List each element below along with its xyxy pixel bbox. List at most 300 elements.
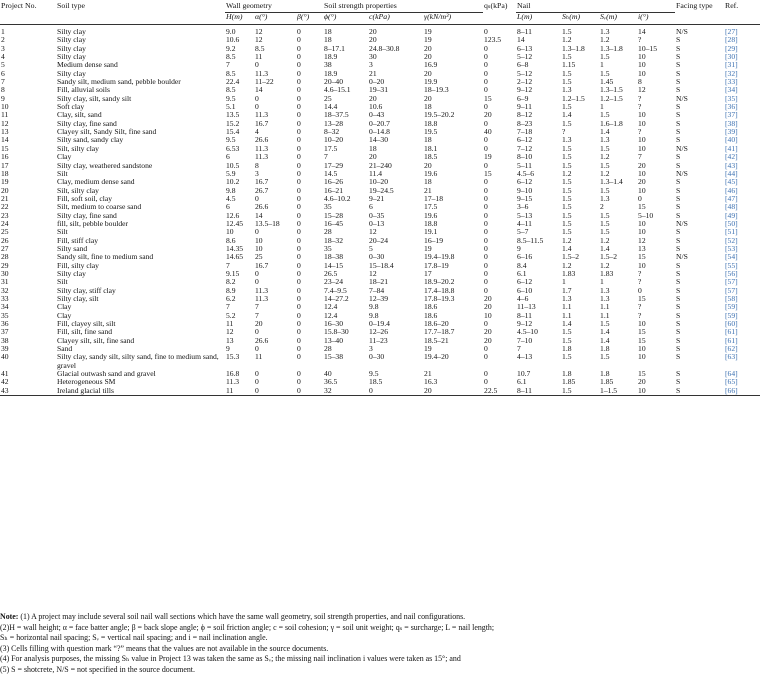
cell-reference[interactable]: [61] [725, 336, 738, 345]
cell-nail-inclination: 10 [638, 186, 646, 195]
cell-reference[interactable]: [34] [725, 86, 738, 95]
cell-vertical-spacing: 1.2 [600, 236, 610, 245]
cell-wall-height: 6.53 [226, 144, 240, 153]
cell-back-slope-angle: 0 [297, 78, 301, 87]
table-row [0, 295, 760, 303]
cell-friction-angle: 36.5 [324, 378, 338, 387]
cell-back-slope-angle: 0 [297, 244, 301, 253]
cell-surcharge: 0 [484, 61, 488, 70]
cell-nail-length: 6–8 [517, 61, 529, 70]
cell-facing-type: S [676, 53, 681, 62]
cell-unit-weight: 18.8 [424, 119, 438, 128]
cell-reference[interactable]: [44] [725, 169, 738, 178]
cell-cohesion: 3 [369, 61, 373, 70]
cell-vertical-spacing: 1.4 [600, 244, 610, 253]
cell-reference[interactable]: [27] [725, 28, 738, 36]
cell-facing-type: S [676, 69, 681, 78]
cell-reference[interactable]: [60] [725, 320, 738, 329]
cell-reference[interactable]: [41] [725, 144, 738, 153]
cell-horizontal-spacing: 1.5 [562, 336, 572, 345]
cell-surcharge: 0 [484, 103, 488, 112]
cell-wall-height: 8.5 [226, 53, 236, 62]
cell-unit-weight: 19.5–20.2 [424, 111, 455, 120]
cell-nail-length: 9–12 [517, 86, 533, 95]
cell-face-batter-angle: 11.3 [255, 111, 269, 120]
table-body [0, 28, 760, 396]
cell-back-slope-angle: 0 [297, 69, 301, 78]
table-row [0, 136, 760, 144]
table-row [0, 61, 760, 69]
cell-reference[interactable]: [47] [725, 194, 738, 203]
cell-soil-type: Silt [57, 228, 68, 237]
cell-reference[interactable]: [42] [725, 153, 738, 162]
cell-back-slope-angle: 0 [297, 378, 301, 387]
cell-nail-inclination: 10 [638, 219, 646, 228]
cell-surcharge: 0 [484, 119, 488, 128]
cell-reference[interactable]: [28] [725, 36, 738, 45]
cell-horizontal-spacing: 1.5–2 [562, 253, 580, 262]
cell-project-no: 14 [1, 136, 9, 145]
table-row [0, 370, 760, 378]
cell-unit-weight: 20 [424, 69, 432, 78]
cell-horizontal-spacing: 1.5 [561, 387, 599, 396]
cell-wall-height: 7 [226, 303, 230, 312]
cell-friction-angle: 4.6–10.2 [324, 194, 351, 203]
cell-back-slope-angle: 0 [297, 311, 301, 320]
cell-nail-inclination: 10 [638, 320, 646, 329]
cell-facing-type: S [676, 370, 681, 379]
cell-soil-type: Silty clay [57, 269, 86, 278]
cell-face-batter-angle: 0 [255, 61, 259, 70]
cell-friction-angle: 32 [323, 387, 368, 396]
cell-face-batter-angle: 20 [255, 320, 263, 329]
cell-unit-weight: 18.8 [424, 219, 438, 228]
cell-vertical-spacing: 1.4 [600, 336, 610, 345]
cell-back-slope-angle: 0 [297, 261, 301, 270]
cell-face-batter-angle: 16.7 [255, 119, 269, 128]
cell-project-no: 22 [1, 203, 9, 212]
cell-reference[interactable]: [43] [725, 161, 738, 170]
cell-project-no: 42 [1, 378, 9, 387]
cell-back-slope-angle: 0 [297, 169, 301, 178]
cell-reference[interactable]: [51] [725, 228, 738, 237]
cell-unit-weight: 17.7–18.7 [424, 328, 455, 337]
cell-back-slope-angle: 0 [297, 370, 301, 379]
cell-facing-type: S [676, 103, 681, 112]
header-soil-strength: Soil strength properties [323, 0, 483, 13]
cell-horizontal-spacing: 1.1 [562, 303, 572, 312]
cell-soil-type: fill, silt, pebble boulder [57, 219, 129, 228]
cell-facing-type: S [676, 311, 681, 320]
cell-nail-length: 5–13 [517, 211, 533, 220]
cell-project-no: 17 [1, 161, 9, 170]
cell-unit-weight: 20 [424, 94, 432, 103]
cell-reference[interactable]: [65] [725, 378, 738, 387]
cell-horizontal-spacing: 1.5 [562, 153, 572, 162]
cell-cohesion: 10.6 [369, 103, 383, 112]
table-row [0, 162, 760, 170]
cell-reference[interactable]: [66] [724, 387, 760, 396]
cell-soil-type: Medium dense sand [57, 61, 118, 70]
cell-reference[interactable]: [30] [725, 53, 738, 62]
cell-surcharge: 22.5 [483, 387, 516, 396]
cell-friction-angle: 14–27.2 [324, 295, 349, 303]
cell-horizontal-spacing: 1.5 [562, 186, 572, 195]
cell-nail-length: 6–10 [517, 286, 533, 295]
cell-back-slope-angle: 0 [297, 295, 301, 303]
cell-project-no: 5 [1, 61, 5, 70]
subheader-phi: ϕ(°) [324, 12, 337, 21]
table-row [0, 103, 760, 111]
subheader-L: L(m) [517, 12, 533, 21]
cell-project-no: 12 [1, 119, 9, 128]
cell-wall-height: 8.9 [226, 286, 236, 295]
cell-reference[interactable]: [61] [725, 328, 738, 337]
cell-project-no: 8 [1, 86, 5, 95]
cell-unit-weight: 18.5 [424, 153, 438, 162]
cell-surcharge: 0 [484, 269, 488, 278]
cell-back-slope-angle: 0 [297, 278, 301, 287]
cell-unit-weight: 21 [424, 370, 432, 379]
cell-soil-type: Clay [57, 303, 72, 312]
cell-vertical-spacing: 1.3–1.4 [600, 178, 623, 187]
cell-unit-weight: 16–19 [424, 236, 443, 245]
cell-friction-angle: 16–30 [324, 320, 343, 329]
cell-nail-inclination: ? [638, 103, 642, 112]
cell-nail-length: 3–6 [517, 203, 529, 212]
cell-surcharge: 0 [484, 86, 488, 95]
cell-horizontal-spacing: 1.1 [562, 311, 572, 320]
cell-wall-height: 9.0 [226, 28, 236, 36]
cell-surcharge: 0 [484, 353, 488, 362]
cell-reference[interactable]: [58] [725, 295, 738, 303]
cell-cohesion: 10–20 [369, 178, 388, 187]
cell-facing-type: S [676, 186, 681, 195]
cell-nail-length: 6.1 [517, 269, 527, 278]
cell-soil-type: Clay, silt, sand [57, 111, 102, 120]
note-1 [0, 612, 760, 623]
cell-surcharge: 0 [484, 320, 488, 329]
cell-reference[interactable]: [52] [725, 236, 738, 245]
table-row [0, 320, 760, 328]
cell-reference[interactable]: [50] [725, 219, 738, 228]
cell-soil-type: Silty clay [57, 69, 86, 78]
cell-friction-angle: 13–40 [324, 336, 343, 345]
subheader-H: H(m) [226, 12, 243, 21]
note-label: Note: [0, 612, 19, 621]
cell-face-batter-angle: 0 [255, 278, 259, 287]
cell-surcharge: 0 [484, 144, 488, 153]
cell-face-batter-angle: 0 [255, 103, 259, 112]
header-wall-geometry: Wall geometry [225, 0, 323, 13]
cell-reference[interactable]: [56] [725, 269, 738, 278]
table-row [0, 28, 760, 36]
cell-back-slope-angle: 0 [297, 228, 301, 237]
cell-vertical-spacing: 1.5 [600, 186, 610, 195]
cell-project-no: 26 [1, 236, 9, 245]
cell-back-slope-angle: 0 [297, 328, 301, 337]
cell-friction-angle: 12.4 [324, 311, 338, 320]
cell-facing-type: S [676, 278, 681, 287]
cell-vertical-spacing: 1.5 [600, 211, 610, 220]
cell-wall-height: 8.6 [226, 236, 236, 245]
cell-wall-height: 15.2 [226, 119, 240, 128]
cell-facing-type: S [676, 353, 681, 362]
cell-horizontal-spacing: 1.5 [562, 119, 572, 128]
cell-project-no: 20 [1, 186, 9, 195]
cell-horizontal-spacing: 1.5 [562, 28, 572, 36]
cell-unit-weight: 17.8–19 [424, 261, 449, 270]
cell-soil-type: Silty clay [57, 44, 86, 53]
cell-face-batter-angle: 26.6 [255, 203, 269, 212]
cell-unit-weight: 19.4–20 [424, 353, 449, 362]
cell-cohesion: 9.8 [369, 311, 379, 320]
cell-vertical-spacing: 1.5 [600, 353, 610, 362]
cell-friction-angle: 15–38 [324, 353, 343, 362]
cell-horizontal-spacing: 1.5 [562, 211, 572, 220]
cell-back-slope-angle: 0 [297, 236, 301, 245]
cell-reference[interactable]: [59] [725, 303, 738, 312]
subheader-empty [0, 13, 56, 25]
cell-back-slope-angle: 0 [297, 203, 301, 212]
cell-nail-length: 6–12 [517, 278, 533, 287]
cell-reference[interactable]: [54] [725, 253, 738, 262]
cell-reference[interactable]: [40] [725, 136, 738, 145]
cell-project-no: 23 [1, 211, 9, 220]
cell-face-batter-angle: 0 [255, 194, 259, 203]
cell-reference[interactable]: [49] [725, 211, 738, 220]
cell-nail-inclination: ? [638, 303, 642, 312]
cell-face-batter-angle: 11–22 [255, 78, 274, 87]
cell-reference[interactable]: [31] [725, 61, 738, 70]
cell-vertical-spacing: 1.2–1.5 [600, 94, 623, 103]
cell-wall-height: 4.5 [226, 194, 236, 203]
cell-soil-type: Silt [57, 169, 68, 178]
cell-back-slope-angle: 0 [297, 103, 301, 112]
cell-soil-type: Sandy silt, medium sand, pebble boulder [57, 78, 181, 87]
cell-unit-weight: 18.9–20.2 [424, 278, 455, 287]
cell-nail-length: 11–13 [517, 303, 536, 312]
cell-wall-height: 16.8 [226, 370, 240, 379]
cell-surcharge: 19 [484, 153, 492, 162]
cell-friction-angle: 4.6–15.1 [324, 86, 351, 95]
cell-vertical-spacing: 1.5 [600, 53, 610, 62]
cell-nail-inclination: 15 [638, 370, 646, 379]
cell-cohesion: 0–30 [369, 253, 385, 262]
cell-surcharge: 0 [484, 278, 488, 287]
cell-wall-height: 13 [226, 336, 234, 345]
cell-soil-type: Fill, stiff clay [57, 236, 98, 245]
cell-reference[interactable]: [38] [725, 119, 738, 128]
cell-cohesion: 24.8–30.8 [369, 44, 400, 53]
cell-facing-type: S [676, 119, 681, 128]
cell-vertical-spacing: 1.2 [600, 169, 610, 178]
cell-reference[interactable]: [53] [725, 244, 738, 253]
table-row [0, 378, 760, 386]
cell-reference[interactable]: [46] [725, 186, 738, 195]
cell-soil-type: Silty clay, silt [57, 295, 99, 303]
table-row [0, 353, 760, 370]
cell-reference[interactable]: [36] [725, 103, 738, 112]
cell-cohesion: 20 [369, 36, 377, 45]
cell-soil-type: Silt, silty clay [57, 186, 99, 195]
cell-reference[interactable]: [59] [725, 311, 738, 320]
cell-reference[interactable]: [37] [725, 111, 738, 120]
cell-reference[interactable]: [57] [725, 286, 738, 295]
cell-back-slope-angle: 0 [297, 186, 301, 195]
cell-vertical-spacing: 1 [600, 61, 604, 70]
cell-reference[interactable]: [64] [725, 370, 738, 379]
cell-vertical-spacing: 1.5 [600, 228, 610, 237]
table-row [0, 120, 760, 128]
cell-project-no: 19 [1, 178, 9, 187]
cell-facing-type: S [676, 153, 681, 162]
cell-reference[interactable]: [35] [725, 94, 738, 103]
header-nail: Nail [516, 0, 675, 13]
cell-reference[interactable]: [33] [725, 78, 738, 87]
cell-unit-weight: 19.9 [424, 78, 438, 87]
cell-horizontal-spacing: ? [562, 128, 566, 137]
table-row [0, 337, 760, 345]
cell-friction-angle: 18–37.5 [324, 111, 349, 120]
cell-reference[interactable]: [45] [725, 178, 738, 187]
cell-vertical-spacing: 1.5 [600, 144, 610, 153]
table-row [0, 253, 760, 261]
cell-vertical-spacing: 1.5–2 [600, 253, 618, 262]
cell-vertical-spacing: 1.5 [600, 320, 610, 329]
cell-friction-angle: 18 [324, 36, 332, 45]
cell-nail-length: 8.4 [517, 261, 527, 270]
cell-unit-weight: 18.5–21 [424, 336, 449, 345]
cell-cohesion: 30 [369, 53, 377, 62]
cell-facing-type: N/S [676, 28, 688, 36]
cell-unit-weight: 17.5 [424, 203, 438, 212]
cell-nail-inclination: 15 [638, 328, 646, 337]
cell-wall-height: 15.4 [226, 128, 240, 137]
cell-cohesion: 9–21 [369, 194, 385, 203]
cell-back-slope-angle: 0 [297, 161, 301, 170]
cell-project-no: 35 [1, 311, 9, 320]
cell-friction-angle: 38 [324, 61, 332, 70]
subheader-gamma: γ(kN/m³) [424, 12, 452, 21]
cell-face-batter-angle: 14 [255, 86, 263, 95]
cell-friction-angle: 8–17.1 [324, 44, 345, 53]
cell-soil-type: Silty clay, weathered sandstone [57, 161, 153, 170]
cell-friction-angle: 7.4–9.5 [324, 286, 347, 295]
cell-face-batter-angle: 0 [255, 269, 259, 278]
cell-cohesion: 19–24.5 [369, 186, 394, 195]
cell-soil-type: Ireland glacial tills [56, 387, 225, 396]
cell-reference[interactable]: [55] [725, 261, 738, 270]
cell-facing-type: S [676, 378, 681, 387]
cell-cohesion: 5 [369, 244, 373, 253]
cell-back-slope-angle: 0 [297, 269, 301, 278]
subheader-empty [675, 13, 724, 25]
cell-nail-inclination: 20 [638, 178, 646, 187]
cell-wall-height: 9.8 [226, 186, 236, 195]
cell-nail-length: 10.7 [517, 370, 531, 379]
cell-nail-inclination: 10–15 [638, 44, 657, 53]
cell-reference[interactable]: [48] [725, 203, 738, 212]
cell-nail-inclination: 10 [638, 228, 646, 237]
cell-project-no: 4 [1, 53, 5, 62]
cell-wall-height: 12.45 [226, 219, 244, 228]
cell-nail-length: 9–15 [517, 194, 533, 203]
cell-nail-inclination: ? [638, 36, 642, 45]
cell-face-batter-angle: 14 [255, 211, 263, 220]
cell-surcharge: 0 [484, 228, 488, 237]
cell-cohesion: 0–35 [369, 211, 385, 220]
cell-surcharge: 0 [484, 219, 488, 228]
table-row [0, 228, 760, 236]
cell-nail-length: 7–10 [517, 336, 533, 345]
cell-facing-type: S [676, 44, 681, 53]
cell-nail-length: 8–10 [517, 153, 533, 162]
cell-nail-length: 4–6 [517, 295, 529, 303]
cell-project-no: 24 [1, 219, 9, 228]
cell-face-batter-angle: 11.3 [255, 144, 269, 153]
subheader-beta: β(°) [297, 12, 310, 21]
cell-unit-weight: 18.1 [424, 144, 438, 153]
table-row [0, 145, 760, 153]
cell-nail-inclination: ? [638, 269, 642, 278]
cell-facing-type: S [676, 36, 681, 45]
cell-face-batter-angle: 3 [255, 169, 259, 178]
cell-surcharge: 0 [484, 53, 488, 62]
cell-friction-angle: 23–24 [324, 278, 343, 287]
cell-wall-height: 11 [225, 387, 254, 396]
cell-reference[interactable]: [39] [725, 128, 738, 137]
cell-reference[interactable]: [29] [725, 44, 738, 53]
cell-soil-type: Heterogeneous SM [57, 378, 116, 387]
table-row [0, 387, 760, 396]
cell-face-batter-angle: 12 [255, 28, 263, 36]
subheader-i: i(°) [638, 12, 649, 21]
cell-unit-weight: 19.4–19.8 [424, 253, 455, 262]
cell-reference[interactable]: [57] [725, 278, 738, 287]
cell-wall-height: 10.2 [226, 178, 240, 187]
cell-cohesion: 9.5 [369, 370, 379, 379]
cell-reference[interactable]: [62] [725, 345, 738, 354]
cell-friction-angle: 14.5 [324, 169, 338, 178]
cell-horizontal-spacing: 1.3 [562, 295, 572, 303]
cell-nail-inclination: 13 [638, 244, 646, 253]
cell-nail-length: 2–12 [517, 78, 533, 87]
cell-face-batter-angle: 0 [255, 370, 259, 379]
cell-back-slope-angle: 0 [297, 345, 301, 354]
table-row [0, 303, 760, 311]
cell-nail-length: 5–7 [517, 228, 529, 237]
cell-wall-height: 7 [226, 261, 230, 270]
cell-unit-weight: 18 [424, 103, 432, 112]
cell-reference[interactable]: [63] [725, 353, 738, 362]
cell-wall-height: 22.4 [226, 78, 240, 87]
note-1-text: (1) A project may include several soil nail wall sections which have the same wall geometry, soil strength properties, and nail configurations. [20, 612, 466, 621]
cell-reference[interactable]: [32] [725, 69, 738, 78]
cell-face-batter-angle: 11 [255, 353, 263, 362]
cell-project-no: 11 [1, 111, 9, 120]
table-header-row-units [0, 13, 760, 25]
cell-nail-length: 9 [517, 244, 521, 253]
cell-vertical-spacing: 1.3 [600, 136, 610, 145]
cell-nail-inclination: ? [638, 94, 642, 103]
cell-nail-length: 4–13 [517, 353, 533, 362]
cell-face-batter-angle: 12 [255, 36, 263, 45]
cell-back-slope-angle: 0 [297, 336, 301, 345]
table-row [0, 312, 760, 320]
cell-vertical-spacing: 1.3 [600, 295, 610, 303]
cell-nail-inclination: 10 [638, 111, 646, 120]
